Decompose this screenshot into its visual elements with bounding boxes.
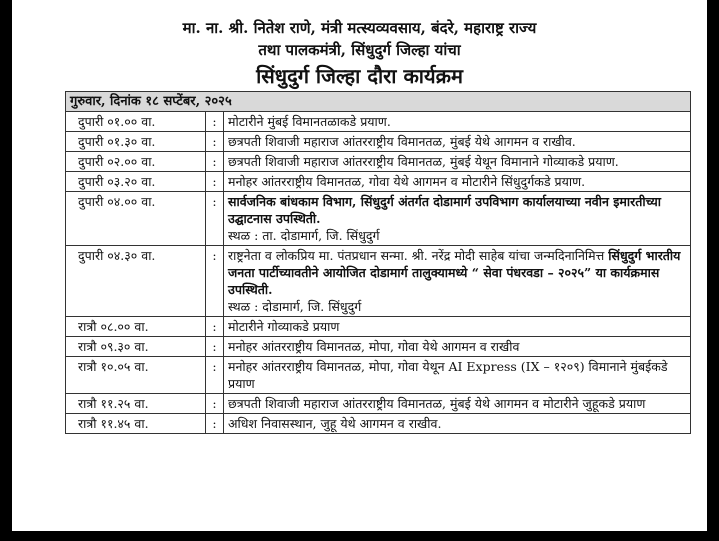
description-text: मनोहर आंतरराष्ट्रीय विमानतळ, मोपा, गोवा येथून AI Express (IX – १२०९) विमानाने मुंबईकडे प्रयाण (228, 359, 668, 391)
separator-colon: : (206, 414, 224, 434)
description-text: अधिश निवासस्थान, जुहू येथे आगमन व राखीव. (228, 416, 442, 431)
separator-colon: : (206, 152, 224, 172)
description-text: राष्ट्रनेता व लोकप्रिय मा. पंतप्रधान सन्मा. श्री. नरेंद्र मोदी साहेब यांचा जन्मदिनानिमित्त (228, 248, 605, 263)
separator-colon: : (206, 172, 224, 192)
description-text: छत्रपती शिवाजी महाराज आंतरराष्ट्रीय विमानतळ, मुंबई येथे आगमन व राखीव. (228, 134, 576, 149)
description-text: मोटारीने मुंबई विमानतळाकडे प्रयाण. (228, 114, 391, 129)
separator-colon: : (206, 132, 224, 152)
description-text: मोटारीने गोव्याकडे प्रयाण (228, 319, 340, 334)
schedule-description (224, 394, 691, 414)
schedule-description (224, 112, 691, 132)
schedule-row (66, 152, 691, 172)
schedule-description (224, 357, 691, 394)
description-bold-text: सार्वजनिक बांधकाम विभाग, सिंधुदुर्ग अंतर्गत दोडामार्ग उपविभाग कार्यालयाच्या नवीन इमारतीच्या उद्घाटनास उपस्थिती. (228, 194, 662, 226)
schedule-row (66, 246, 691, 317)
schedule-description (224, 317, 691, 337)
schedule-row (66, 317, 691, 337)
schedule-description (224, 152, 691, 172)
description-bold-text: सिंधुदुर्ग भारतीय जनता पार्टीच्यावतीने आयोजित दोडामार्ग तालुक्यामध्ये “ सेवा पंधरवडा – २०२५” या कार्यक्रमास उपस्थिती. (228, 248, 681, 297)
separator-colon: : (206, 337, 224, 357)
separator-colon: : (206, 394, 224, 414)
schedule-time: दुपारी ०३.२० वा. (66, 172, 206, 192)
separator-colon: : (206, 246, 224, 317)
schedule-time: रात्रौ ११.४५ वा. (66, 414, 206, 434)
schedule-row (66, 132, 691, 152)
header-line-1: मा. ना. श्री. नितेश राणे, मंत्री मत्स्यव्यवसाय, बंदरे, महाराष्ट्र राज्य (182, 19, 537, 37)
schedule-description (224, 337, 691, 357)
separator-colon: : (206, 112, 224, 132)
date-row (66, 92, 691, 112)
schedule-time: रात्रौ १०.०५ वा. (66, 357, 206, 394)
schedule-time: दुपारी ०४.३० वा. (66, 246, 206, 317)
schedule-description (224, 172, 691, 192)
venue-text: स्थळ : दोडामार्ग, जि. सिंधुदुर्ग (228, 299, 362, 314)
schedule-time: दुपारी ०४.०० वा. (66, 192, 206, 246)
schedule-row (66, 394, 691, 414)
schedule-time: दुपारी ०१.०० वा. (66, 112, 206, 132)
schedule-description (224, 246, 691, 317)
separator-colon: : (206, 357, 224, 394)
schedule-row (66, 337, 691, 357)
schedule-time: दुपारी ०१.३० वा. (66, 132, 206, 152)
schedule-description (224, 192, 691, 246)
schedule-time: दुपारी ०२.०० वा. (66, 152, 206, 172)
schedule-table (65, 91, 691, 434)
description-text: मनोहर आंतरराष्ट्रीय विमानतळ, मोपा, गोवा येथे आगमन व राखीव (228, 339, 520, 354)
schedule-row (66, 414, 691, 434)
date-heading: गुरुवार, दिनांक १८ सप्टेंबर, २०२५ (66, 92, 691, 112)
separator-colon: : (206, 317, 224, 337)
description-text: छत्रपती शिवाजी महाराज आंतरराष्ट्रीय विमानतळ, मुंबई येथे आगमन व मोटारीने जुहूकडे प्रयाण (228, 396, 646, 411)
venue-text: स्थळ : ता. दोडामार्ग, जि. सिंधुदुर्ग (228, 228, 380, 243)
schedule-row (66, 192, 691, 246)
schedule-time: रात्रौ ०८.०० वा. (66, 317, 206, 337)
header-line-2: तथा पालकमंत्री, सिंधुदुर्ग जिल्हा यांचा (258, 41, 461, 59)
description-text: छत्रपती शिवाजी महाराज आंतरराष्ट्रीय विमानतळ, मुंबई येथून विमानाने गोव्याकडे प्रयाण. (228, 154, 619, 169)
schedule-row (66, 112, 691, 132)
separator-colon: : (206, 192, 224, 246)
schedule-time: रात्रौ ०९.३० वा. (66, 337, 206, 357)
description-text: मनोहर आंतरराष्ट्रीय विमानतळ, गोवा येथे आगमन व मोटारीने सिंधुदुर्गकडे प्रयाण. (228, 174, 586, 189)
document-title: सिंधुदुर्ग जिल्हा दौरा कार्यक्रम (256, 64, 463, 88)
schedule-row (66, 172, 691, 192)
schedule-time: रात्रौ ११.२५ वा. (66, 394, 206, 414)
schedule-description (224, 414, 691, 434)
schedule-description (224, 132, 691, 152)
schedule-row (66, 357, 691, 394)
